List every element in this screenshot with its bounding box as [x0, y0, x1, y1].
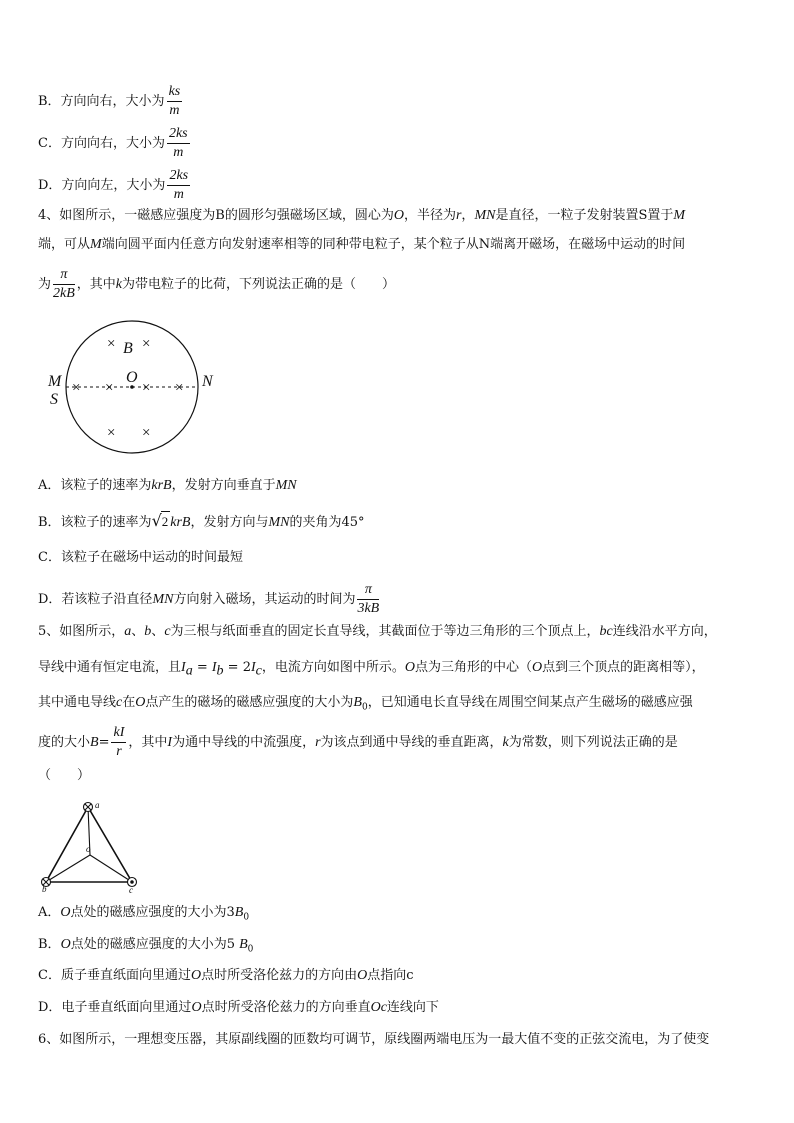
cross: ×	[107, 336, 116, 352]
q5-stem-line4: 度的大小B= $\frac{kI}{r}$ ，其中I为通中导线的中流强度，r为该点到通中导线的垂直距离，k为常数，则下列说法正确的是	[38, 725, 678, 759]
fraction: $\frac{ks}{m}$	[168, 84, 181, 118]
label-o: o	[86, 844, 91, 854]
cross: ×	[175, 380, 184, 396]
label-n: N	[202, 373, 213, 390]
label-m: M	[48, 373, 62, 390]
q5-stem-line2: 导线中通有恒定电流，且$I_a = I_b = 2I_c$，电流方向如图中所示。O点为三角形的中心（O点到三个顶点的距离相等），	[38, 660, 705, 679]
q4-stem-line3: 为 $\frac{\pi}{2kB}$ ，其中k为带电粒子的比荷，下列说法正确的是（ ）	[38, 267, 396, 301]
fraction: $\frac{\pi}{3kB}$	[357, 582, 380, 616]
label-s: S	[50, 391, 58, 408]
q5-option-a: A．O点处的磁感应强度的大小为$3B_0$	[38, 905, 250, 923]
q4-stem-line1: 4、如图所示，一磁感应强度为B的圆形匀强磁场区域，圆心为O，半径为r，MN是直径，一粒子发射装置S置于M	[38, 208, 686, 223]
wire-a	[84, 803, 93, 812]
cross: ×	[105, 380, 114, 396]
cross: ×	[107, 425, 116, 441]
q5-stem-line3: 其中通电导线c在O点产生的磁场的磁感应强度的大小为$B_0$，已知通电长直导线在周围空间某点产生磁场的磁感应强	[38, 695, 693, 713]
q3-option-b: B．方向向右，大小为 $\frac{ks}{m}$	[38, 84, 181, 118]
fraction: $\frac{kI}{r}$	[113, 725, 125, 759]
cross: ×	[142, 425, 151, 441]
fraction: $\frac{2ks}{m}$	[168, 126, 188, 160]
cross: ×	[142, 336, 151, 352]
q3-option-d: D．方向向左，大小为 $\frac{2ks}{m}$	[38, 168, 189, 202]
fraction: $\frac{2ks}{m}$	[169, 168, 189, 202]
q5-stem-line5: （ ）	[38, 768, 91, 783]
q4-stem-line2: 端，可从M端向圆平面内任意方向发射速率相等的同种带电粒子，某个粒子从N端离开磁场，在磁场中运动的时间	[38, 237, 686, 252]
q5-stem-line1: 5、如图所示，a、b、c为三根与纸面垂直的固定长直导线，其截面位于等边三角形的三个顶点上，bc连线沿水平方向，	[38, 624, 717, 639]
q4-option-a: A．该粒子的速率为krB，发射方向垂直于MN	[38, 478, 297, 493]
q4-option-b: B．该粒子的速率为√2 krB，发射方向与MN的夹角为45°	[38, 511, 365, 530]
q6-stem-line1: 6、如图所示，一理想变压器，其原副线圈的匝数均可调节，原线圈两端电压为一最大值不变的正弦交流电，为了使变	[38, 1032, 710, 1047]
label-a: a	[95, 800, 100, 810]
cross: ×	[142, 380, 151, 396]
q4-option-c: C．该粒子在磁场中运动的时间最短	[38, 550, 243, 565]
q5-option-c: C．质子垂直纸面向里通过O点时所受洛伦兹力的方向由O点指向c	[38, 968, 414, 983]
label-o: O	[126, 369, 138, 386]
label-b: B	[123, 340, 133, 357]
label-b: b	[42, 884, 47, 894]
q4-magnetic-field-figure	[44, 320, 224, 465]
fraction: $\frac{\pi}{2kB}$	[53, 267, 75, 301]
q5-option-d: D．电子垂直纸面向里通过O点时所受洛伦兹力的方向垂直Oc连线向下	[38, 1000, 439, 1015]
q3-option-c: C．方向向右，大小为 $\frac{2ks}{m}$	[38, 126, 188, 160]
q5-triangle-figure	[36, 797, 146, 894]
q5-option-b: B．O点处的磁感应强度的大小为5 $B_0$	[38, 937, 254, 955]
label-c: c	[129, 885, 133, 894]
cross: ×	[72, 380, 81, 396]
q4-option-d: D．若该粒子沿直径MN方向射入磁场，其运动的时间为 $\frac{\pi}{3kB}$	[38, 582, 380, 616]
